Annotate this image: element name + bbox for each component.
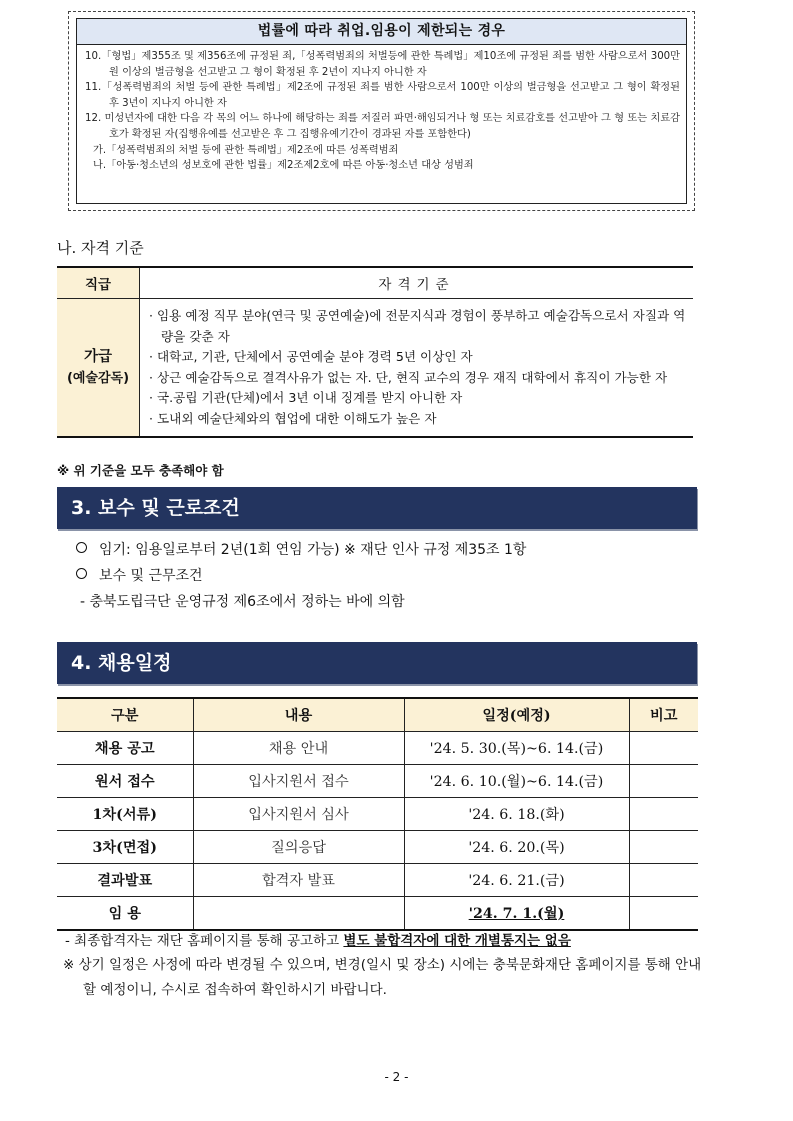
schedule-row xyxy=(57,897,698,931)
section3-banner: 3. 보수 및 근로조건 xyxy=(57,487,697,529)
restriction-subitem: 나.「아동·청소년의 성보호에 관한 법률」제2조제2호에 따른 아동·청소년 대상 성범죄 xyxy=(93,160,474,172)
schedule-remark xyxy=(629,831,698,864)
term-text: 임기: 임용일로부터 2년(1회 연임 가능) ※ 재단 인사 규정 제35조 1항 xyxy=(99,542,527,558)
schedule-row xyxy=(57,831,698,864)
qualification-header-row xyxy=(57,267,693,299)
schedule-stage: 1차(서류) xyxy=(57,798,193,831)
schedule-remark xyxy=(629,864,698,897)
schedule-content xyxy=(193,897,404,931)
criteria-cell xyxy=(140,299,694,438)
criteria-item: · 대학교, 기관, 단체에서 공연예술 분야 경력 5년 이상인 자 xyxy=(149,349,473,364)
schedule-remark xyxy=(629,897,698,931)
criteria-item: · 도내외 예술단체와의 협업에 대한 이해도가 높은 자 xyxy=(149,410,437,426)
schedule-row xyxy=(57,765,698,798)
grade-cell xyxy=(57,299,140,438)
restriction-item: 11.「성폭력범죄의 처벌 등에 관한 특례법」제2조에 규정된 죄를 범한 사람으로서 100만 이상의 벌금형을 선고받고 그 형이 확정된 후 3년이 지나지 아니한 자 xyxy=(85,82,680,109)
term-line xyxy=(76,539,526,559)
schedule-content: 입사지원서 심사 xyxy=(193,798,404,831)
pay-detail: - 충북도립극단 운영규정 제6조에서 정하는 바에 의함 xyxy=(80,594,405,610)
schedule-remark xyxy=(629,798,698,831)
schedule-row xyxy=(57,798,698,831)
pay-line xyxy=(76,565,203,585)
schedule-header: 일정(예정) xyxy=(404,698,629,732)
schedule-content: 입사지원서 접수 xyxy=(193,765,404,798)
header-grade: 직급 xyxy=(57,267,140,299)
schedule-stage: 채용 공고 xyxy=(57,732,193,765)
schedule-header: 비고 xyxy=(629,698,698,732)
circle-bullet-icon xyxy=(76,568,87,579)
schedule-change-note: ※ 상기 일정은 사정에 따라 변경될 수 있으며, 변경(일시 및 장소) 시에는 충북문화재단 홈페이지를 통해 안내할 예정이니, 수시로 접속하여 확인하시기 바랍니다. xyxy=(63,957,702,998)
schedule-stage: 결과발표 xyxy=(57,864,193,897)
schedule-date: '24. 7. 1.(월) xyxy=(404,897,629,931)
schedule-stage: 3차(면접) xyxy=(57,831,193,864)
schedule-row xyxy=(57,864,698,897)
schedule-row xyxy=(57,732,698,765)
schedule-date: '24. 6. 10.(월)~6. 14.(금) xyxy=(404,765,629,798)
schedule-date: '24. 5. 30.(목)~6. 14.(금) xyxy=(404,732,629,765)
grade-role: (예술감독) xyxy=(66,370,130,386)
section4-banner: 4. 채용일정 xyxy=(57,642,697,684)
restriction-subitem: 가.「성폭력범죄의 처벌 등에 관한 특례법」제2조에 따른 성폭력범죄 xyxy=(93,144,399,156)
page-number: - 2 - xyxy=(384,1070,409,1084)
schedule-header-row xyxy=(57,698,698,732)
schedule-content: 합격자 발표 xyxy=(193,864,404,897)
schedule-date: '24. 6. 20.(목) xyxy=(404,831,629,864)
schedule-remark xyxy=(629,765,698,798)
grade-name: 가급 xyxy=(83,348,112,365)
final-notice xyxy=(65,929,571,949)
schedule-header: 내용 xyxy=(193,698,404,732)
criteria-list xyxy=(141,300,692,435)
schedule-date: '24. 6. 21.(금) xyxy=(404,864,629,897)
header-criteria: 자격기준 xyxy=(140,267,694,299)
schedule-stage: 원서 접수 xyxy=(57,765,193,798)
criteria-item: · 상근 예술감독으로 결격사유가 없는 자. 단, 현직 교수의 경우 재직 대학에서 휴직이 가능한 자 xyxy=(149,369,668,385)
restriction-list xyxy=(77,45,686,174)
schedule-remark xyxy=(629,732,698,765)
restriction-item: 10.「형법」제355조 및 제356조에 규정된 죄,「성폭력범죄의 처벌등에 관한 특례법」제10조에 규정된 죄를 범한 사람으로서 300만원 이상의 벌금형을 선고받고 그 형이 확정된 후 2년이 지나지 아니한 자 xyxy=(85,51,680,78)
final-notice-emphasis: 별도 불합격자에 대한 개별통지는 없음 xyxy=(343,933,571,949)
qualification-note: ※ 위 기준을 모두 충족해야 함 xyxy=(57,463,224,478)
qualification-subtitle: 나. 자격 기준 xyxy=(57,239,144,257)
schedule-header: 구분 xyxy=(57,698,193,732)
restriction-title: 법률에 따라 취업.임용이 제한되는 경우 xyxy=(77,19,686,45)
restriction-frame xyxy=(76,18,687,204)
schedule-date: '24. 6. 18.(화) xyxy=(404,798,629,831)
pay-heading: 보수 및 근무조건 xyxy=(99,568,203,584)
restriction-box xyxy=(68,11,695,211)
circle-bullet-icon xyxy=(76,542,87,553)
criteria-item: · 국.공립 기관(단체)에서 3년 이내 징계를 받지 아니한 자 xyxy=(149,390,463,405)
schedule-stage: 임 용 xyxy=(57,897,193,931)
criteria-item: · 임용 예정 직무 분야(연극 및 공연예술)에 전문지식과 경험이 풍부하고 예술감독으로서 자질과 역량을 갖춘 자 xyxy=(149,308,686,344)
schedule-content: 질의응답 xyxy=(193,831,404,864)
schedule-content: 채용 안내 xyxy=(193,732,404,765)
final-notice-text: - 최종합격자는 재단 홈페이지를 통해 공고하고 xyxy=(65,933,344,949)
restriction-item: 12. 미성년자에 대한 다음 각 목의 어느 하나에 해당하는 죄를 저질러 파면·해임되거나 형 또는 치료감호를 선고받아 그 형 또는 치료감호가 확정된 자(집행유예를 선고받은 후 그 집행유예기간이 경과된 자를 포함한다) xyxy=(85,113,680,140)
qualification-table xyxy=(57,266,693,438)
schedule-table xyxy=(57,697,698,931)
qualification-row xyxy=(57,299,693,438)
